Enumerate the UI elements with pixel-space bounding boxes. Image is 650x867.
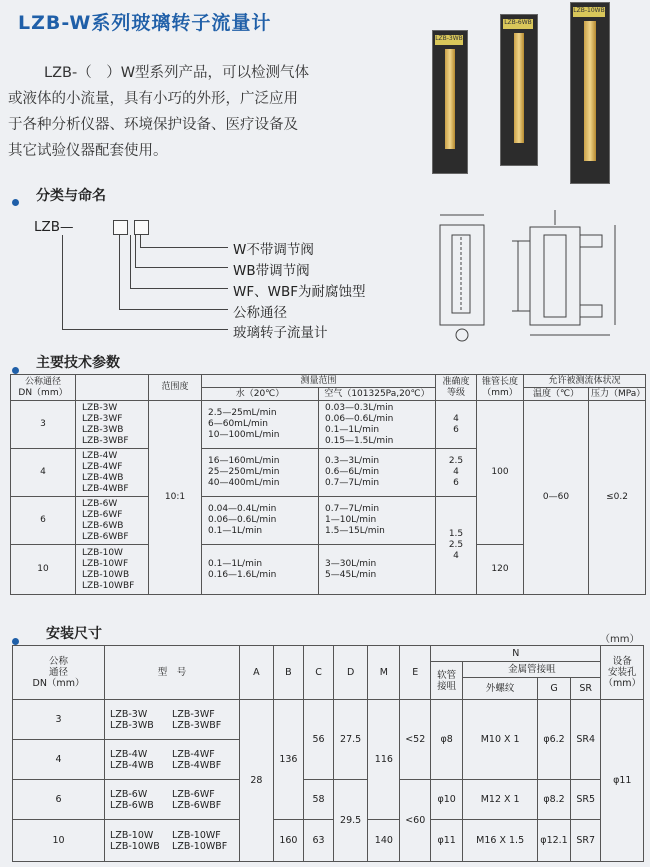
cell-models: LZB-3W LZB-3WF LZB-3WB LZB-3WBF	[76, 401, 149, 449]
header-thread: 外螺纹	[463, 678, 538, 700]
header-c: C	[304, 646, 334, 700]
cell-dn: 4	[11, 449, 76, 497]
model-pair: LZB-4W LZB-4WB	[110, 748, 154, 771]
cell-models: LZB-6W LZB-6WF LZB-6WB LZB-6WBF	[76, 497, 149, 545]
model-pair: LZB-10W LZB-10WB	[110, 829, 160, 852]
cell-water: 16—160mL/min 25—250mL/min 40—400mL/min	[202, 449, 319, 497]
cell-e: <52	[400, 700, 431, 780]
header-a: A	[240, 646, 274, 700]
naming-item: WF、WBF为耐腐蚀型	[233, 284, 366, 300]
install-dimensions-table	[12, 645, 644, 862]
cell-thread: M16 X 1.5	[463, 820, 538, 862]
cell-g: φ12.1	[538, 820, 571, 862]
table-row	[13, 820, 644, 862]
naming-box	[113, 220, 128, 235]
cell-range: 10:1	[149, 401, 202, 595]
naming-item: 公称通径	[233, 305, 287, 321]
dimension-drawing	[430, 205, 640, 355]
cell-sr: SR7	[570, 820, 601, 862]
cell-dn: 10	[11, 545, 76, 595]
cell-air: 0.7—7L/min 1—10L/min 1.5—15L/min	[319, 497, 436, 545]
flowmeter-nameplate: LZB-3WB	[435, 35, 463, 45]
naming-item: W不带调节阀	[233, 242, 314, 258]
cell-dn: 4	[13, 740, 105, 780]
flowmeter-image	[570, 2, 610, 184]
cell-dn: 3	[11, 401, 76, 449]
table-row	[11, 401, 646, 449]
cell-air: 0.3—3L/min 0.6—6L/min 0.7—7L/min	[319, 449, 436, 497]
model-pair: LZB-4WF LZB-4WBF	[172, 748, 222, 771]
header-hole: 设备 安装孔 （mm）	[601, 646, 644, 700]
cell-dn: 6	[11, 497, 76, 545]
cell-models	[104, 820, 239, 862]
flowmeter-nameplate: LZB-10WB	[573, 7, 605, 17]
flowmeter-image	[500, 14, 538, 166]
flowmeter-nameplate: LZB-6WB	[503, 19, 533, 29]
naming-prefix: LZB—	[34, 219, 74, 235]
naming-item: 玻璃转子流量计	[233, 325, 328, 341]
cell-air: 0.03—0.3L/min 0.06—0.6L/min 0.1—1L/min 0.15—1.5L/min	[319, 401, 436, 449]
cell-c: 56	[304, 700, 334, 780]
page-title: LZB-W系列玻璃转子流量计	[18, 12, 272, 34]
model-pair: LZB-3W LZB-3WB	[110, 708, 154, 731]
table-row	[13, 780, 644, 820]
header-temp: 温度（℃）	[524, 388, 589, 401]
naming-box	[134, 220, 149, 235]
header-dn: 公称通径 DN（mm）	[11, 375, 76, 401]
header-d: D	[333, 646, 367, 700]
header-sr: SR	[570, 678, 601, 700]
cell-a: 28	[240, 700, 274, 862]
cell-g: φ6.2	[538, 700, 571, 780]
cell-thread: M12 X 1	[463, 780, 538, 820]
header-air: 空气（101325Pa,20℃）	[319, 388, 436, 401]
cell-accuracy: 2.5 4 6	[436, 449, 477, 497]
cell-water: 0.04—0.4L/min 0.06—0.6L/min 0.1—1L/min	[202, 497, 319, 545]
intro-line: 于各种分析仪器、环境保护设备、医疗设备及	[8, 117, 298, 133]
header-m: M	[368, 646, 400, 700]
cell-models	[104, 740, 239, 780]
cell-soft: φ11	[431, 820, 463, 862]
header-n: N	[431, 646, 601, 662]
header-measure: 测量范围	[202, 375, 436, 388]
header-e: E	[400, 646, 431, 700]
section-heading: 分类与命名	[36, 188, 106, 204]
cell-dn: 6	[13, 780, 105, 820]
header-model	[76, 375, 149, 401]
tech-params-table	[10, 374, 646, 595]
intro-line: 或液体的小流量，具有小巧的外形，广泛应用	[8, 91, 298, 107]
bullet-icon	[12, 191, 19, 210]
header-b: B	[273, 646, 303, 700]
cell-sr: SR5	[570, 780, 601, 820]
cell-models	[104, 780, 239, 820]
cell-g: φ8.2	[538, 780, 571, 820]
cell-press: ≤0.2	[589, 401, 646, 595]
cell-water: 2.5—25mL/min 6—60mL/min 10—100mL/min	[202, 401, 319, 449]
cell-models: LZB-10W LZB-10WF LZB-10WB LZB-10WBF	[76, 545, 149, 595]
model-pair: LZB-3WF LZB-3WBF	[172, 708, 222, 731]
intro-line: LZB-（ ）W型系列产品，可以检测气体	[44, 65, 310, 81]
cell-accuracy: 1.5 2.5 4	[436, 497, 477, 595]
table-row	[13, 700, 644, 740]
header-g: G	[538, 678, 571, 700]
model-pair: LZB-6W LZB-6WB	[110, 788, 154, 811]
intro-paragraph	[8, 60, 398, 164]
section-heading: 安装尺寸	[46, 626, 102, 642]
header-water: 水（20℃）	[202, 388, 319, 401]
cell-c: 63	[304, 820, 334, 862]
unit-label: （mm）	[600, 634, 640, 645]
cell-hole: φ11	[601, 700, 644, 862]
intro-line: 其它试验仪器配套使用。	[8, 143, 168, 159]
model-pair: LZB-6WF LZB-6WBF	[172, 788, 222, 811]
cell-b: 136	[273, 700, 303, 820]
header-dn: 公称 通径 DN（mm）	[13, 646, 105, 700]
cell-c: 58	[304, 780, 334, 820]
naming-item: WB带调节阀	[233, 263, 310, 279]
model-pair: LZB-10WF LZB-10WBF	[172, 829, 228, 852]
header-model: 型 号	[104, 646, 239, 700]
cell-thread: M10 X 1	[463, 700, 538, 780]
cell-cone: 120	[477, 545, 524, 595]
cell-soft: φ8	[431, 700, 463, 780]
cell-models	[104, 700, 239, 740]
cell-e: <60	[400, 780, 431, 862]
header-press: 压力（MPa）	[589, 388, 646, 401]
cell-water: 0.1—1L/min 0.16—1.6L/min	[202, 545, 319, 595]
cell-soft: φ10	[431, 780, 463, 820]
cell-cone: 100	[477, 401, 524, 545]
product-photo	[418, 0, 640, 190]
cell-d: 27.5	[333, 700, 367, 780]
header-metal: 金属管接咀	[463, 662, 601, 678]
cell-b: 160	[273, 820, 303, 862]
header-fluid: 允许被测流体状况	[524, 375, 646, 388]
cell-d: 29.5	[333, 780, 367, 862]
flowmeter-image	[432, 30, 468, 174]
cell-m: 116	[368, 700, 400, 820]
cell-m: 140	[368, 820, 400, 862]
cell-models: LZB-4W LZB-4WF LZB-4WB LZB-4WBF	[76, 449, 149, 497]
cell-accuracy: 4 6	[436, 401, 477, 449]
cell-temp: 0—60	[524, 401, 589, 595]
header-accuracy: 准确度 等级	[436, 375, 477, 401]
cell-air: 3—30L/min 5—45L/min	[319, 545, 436, 595]
section-heading: 主要技术参数	[36, 355, 120, 371]
header-range: 范围度	[149, 375, 202, 401]
cell-sr: SR4	[570, 700, 601, 780]
cell-dn: 10	[13, 820, 105, 862]
cell-dn: 3	[13, 700, 105, 740]
header-cone: 锥管长度 （mm）	[477, 375, 524, 401]
header-soft: 软管 接咀	[431, 662, 463, 700]
